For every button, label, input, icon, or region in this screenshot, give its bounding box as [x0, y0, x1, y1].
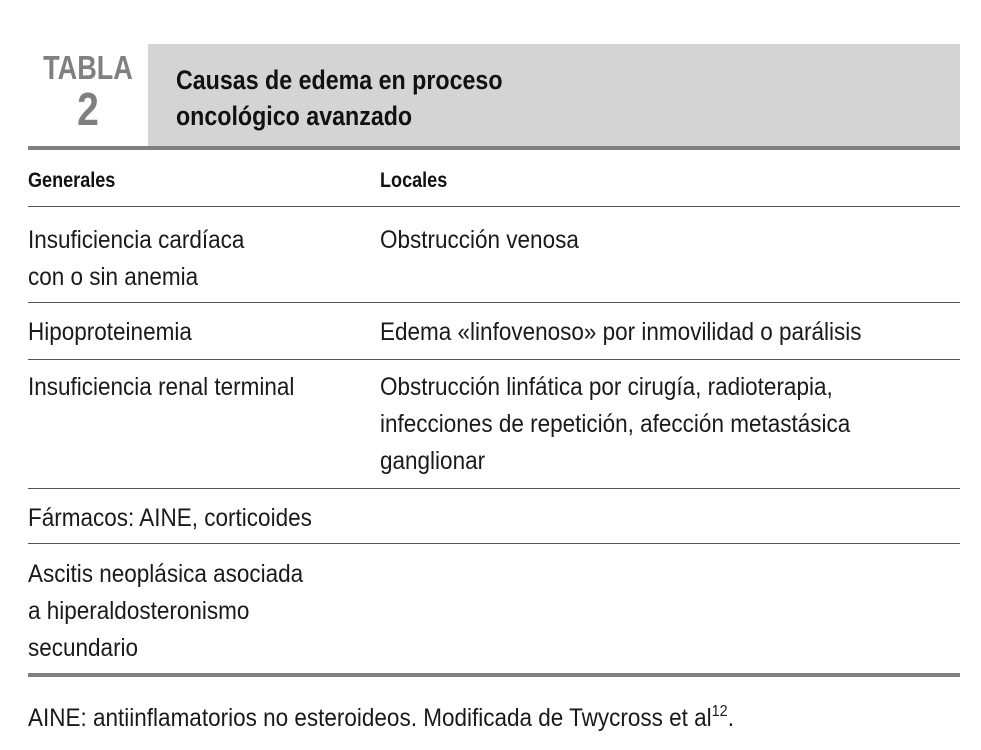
row-3-locales-line: infecciones de repetición, afección metastásica	[380, 410, 851, 438]
table-tag-number: 2	[77, 83, 99, 135]
row-1-generales-line: con o sin anemia	[28, 263, 199, 291]
row-1-generales-line: Insuficiencia cardíaca	[28, 226, 245, 254]
table-header	[28, 44, 960, 147]
column-header-generales: Generales	[28, 169, 116, 192]
column-header-locales: Locales	[380, 169, 448, 192]
table-title-box	[148, 44, 960, 147]
table-tag-word: TABLA	[43, 49, 133, 86]
header-rule	[28, 146, 960, 150]
row-divider	[28, 543, 960, 544]
table-title	[176, 62, 503, 134]
table-number-tag	[28, 44, 148, 147]
row-3-locales	[380, 369, 850, 480]
row-1-locales	[380, 222, 579, 259]
row-2-generales-line: Hipoproteinemia	[28, 318, 192, 346]
row-2-locales-line: Edema «linfovenoso» por inmovilidad o parálisis	[380, 318, 862, 346]
row-2-generales	[28, 314, 192, 351]
row-divider	[28, 359, 960, 360]
row-divider	[28, 302, 960, 303]
row-5-generales-line: Ascitis neoplásica asociada	[28, 560, 304, 588]
row-1-locales-line: Obstrucción venosa	[380, 226, 579, 254]
row-4-generales-line: Fármacos: AINE, corticoides	[28, 504, 312, 532]
row-divider	[28, 488, 960, 489]
row-3-locales-line: ganglionar	[380, 447, 486, 475]
row-1-generales	[28, 222, 244, 296]
row-2-locales	[380, 314, 862, 351]
table-footnote	[28, 700, 734, 736]
footnote-end: .	[727, 704, 734, 732]
row-5-generales-line: secundario	[28, 634, 139, 662]
table-bottom-rule	[28, 673, 960, 677]
table-title-line-2: oncológico avanzado	[176, 101, 413, 131]
row-3-generales	[28, 369, 294, 406]
row-5-generales	[28, 556, 303, 667]
row-3-locales-line: Obstrucción linfática por cirugía, radioterapia,	[380, 373, 833, 401]
row-5-generales-line: a hiperaldosteronismo	[28, 597, 250, 625]
column-header-divider	[28, 206, 960, 207]
row-3-generales-line: Insuficiencia renal terminal	[28, 373, 295, 401]
footnote-reference: 12	[711, 703, 728, 720]
table-title-line-1: Causas de edema en proceso	[176, 65, 503, 95]
row-4-generales	[28, 500, 312, 537]
footnote-text: AINE: antiinflamatorios no esteroideos. Modificada de Twycross et al	[28, 704, 712, 732]
